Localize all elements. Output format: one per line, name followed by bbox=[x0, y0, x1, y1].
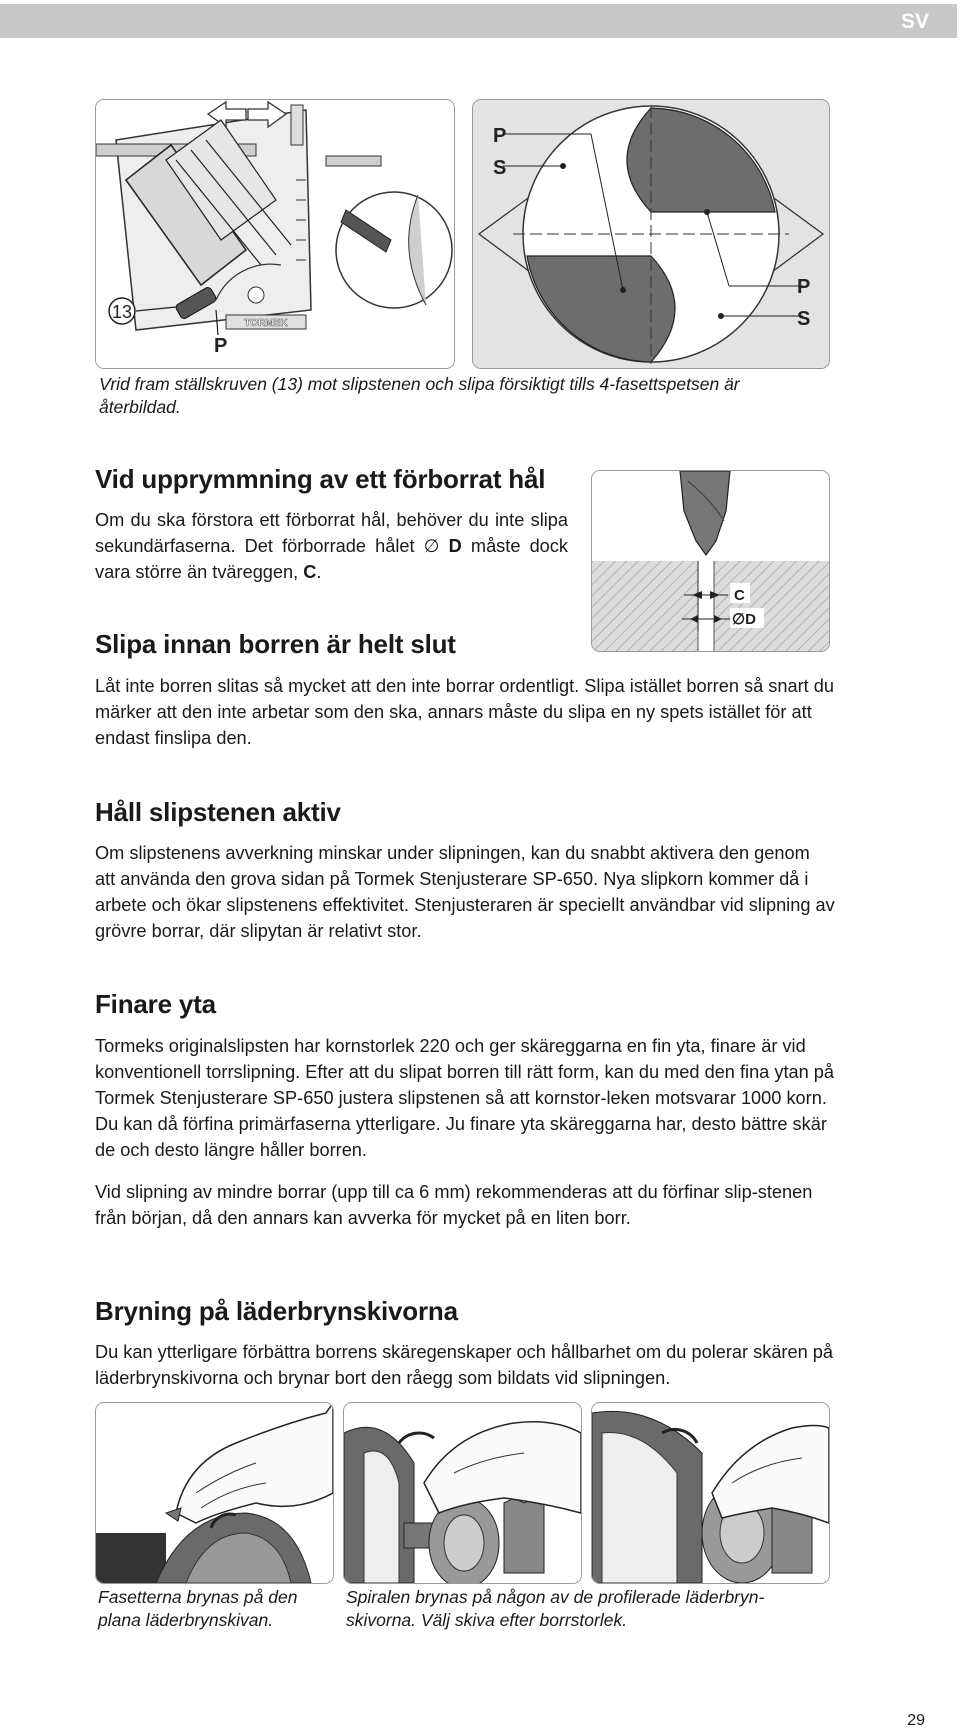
label-p-upper: P bbox=[493, 125, 507, 147]
text-upprymning bbox=[95, 507, 568, 585]
caption-bottom-right: Spiralen brynas på någon av de profilerade läderbryn-skivorna. Välj skiva efter borrstorlek. bbox=[346, 1587, 765, 1630]
figure-predrilled-hole bbox=[591, 470, 830, 652]
language-label: SV bbox=[900, 10, 929, 33]
label-s-upper: S bbox=[493, 157, 507, 179]
label-13: 13 bbox=[111, 302, 133, 322]
diameter-symbol: ∅ bbox=[423, 536, 440, 556]
brand-label: TORMEK bbox=[244, 318, 288, 329]
label-diameter-d: ∅D bbox=[732, 611, 756, 628]
text-bryning: Du kan ytterligare förbättra borrens skäregenskaper och hållbarhet om du polerar skären på läderbrynskivorna och brynar bort den råegg som bildats vid slipningen. bbox=[95, 1342, 834, 1388]
text-finare-2: Vid slipning av mindre borrar (upp till ca 6 mm) rekommenderas att du förfinar slip-stenen från början, då den annars kan avverka för mycket på en liten borr. bbox=[95, 1182, 813, 1228]
text-finare-1: Tormeks originalslipsten har kornstorlek 220 och ger skäreggarna en fin yta, finare är vid konventionell torrslipning. Efter att du slipat borren till rätt form, kan du med den fina ytan på Tormek Stenjusterare SP-650 justera slipstenen så att kornstor-leken motsvarar 1000 korn. Du kan då förfina primärfaserna ytterligare. Ju finare yta skäreggarna har, desto bättre skär de och desto längre håller borren. bbox=[95, 1036, 835, 1160]
heading-aktiv: Håll slipstenen aktiv bbox=[95, 797, 341, 827]
label-p: P bbox=[214, 335, 228, 357]
caption-bottom-left: Fasetterna brynas på den plana läderbrynskivan. bbox=[98, 1587, 298, 1630]
label-p-lower: P bbox=[797, 276, 811, 298]
figure-honing-profiled-2 bbox=[591, 1402, 830, 1584]
figure-honing-flat bbox=[95, 1402, 334, 1584]
label-s-lower: S bbox=[797, 308, 811, 330]
text-upprymning-part2: måste dock vara större än tväreggen, bbox=[95, 536, 568, 582]
c-label: C bbox=[303, 562, 317, 582]
page-number: 29 bbox=[907, 1712, 925, 1729]
heading-bryning: Bryning på läderbrynskivorna bbox=[95, 1296, 458, 1326]
header-bar bbox=[0, 4, 957, 38]
d-label: D bbox=[448, 536, 462, 556]
heading-finare: Finare yta bbox=[95, 989, 216, 1019]
label-c: C bbox=[734, 587, 745, 604]
heading-slut: Slipa innan borren är helt slut bbox=[95, 629, 456, 659]
figure-drill-point-geometry bbox=[472, 99, 830, 369]
text-slut: Låt inte borren slitas så mycket att den inte borrar ordentligt. Slipa istället borren så snart du märker att den inte arbetar som den ska, annars måste du slipa en ny spets istället för att endast finslipa den. bbox=[95, 676, 834, 748]
figure-honing-profiled-1 bbox=[343, 1402, 582, 1584]
text-upprymning-part3: . bbox=[316, 562, 322, 582]
text-upprymning-part1: Om du ska förstora ett förborrat hål, behöver du inte slipa sekundärfaserna. Det förborrade hålet bbox=[95, 510, 568, 556]
heading-upprymning: Vid upprymmning av ett förborrat hål bbox=[95, 464, 546, 494]
caption-top: Vrid fram ställskruven (13) mot slipstenen och slipa försiktigt tills 4-fasettspetsen är återbildad. bbox=[99, 374, 740, 417]
figure-jig-illustration bbox=[95, 99, 455, 369]
text-aktiv: Om slipstenens avverkning minskar under slipningen, kan du snabbt aktivera den genom att använda den grova sidan på Tormek Stenjusterare SP-650. Nya slipkorn kommer då i arbete och ökar slipstenens effektivitet. Stenjusteraren är speciellt användbar vid slipning av grövre borrar, där slipytan är relativt stor. bbox=[95, 843, 835, 941]
